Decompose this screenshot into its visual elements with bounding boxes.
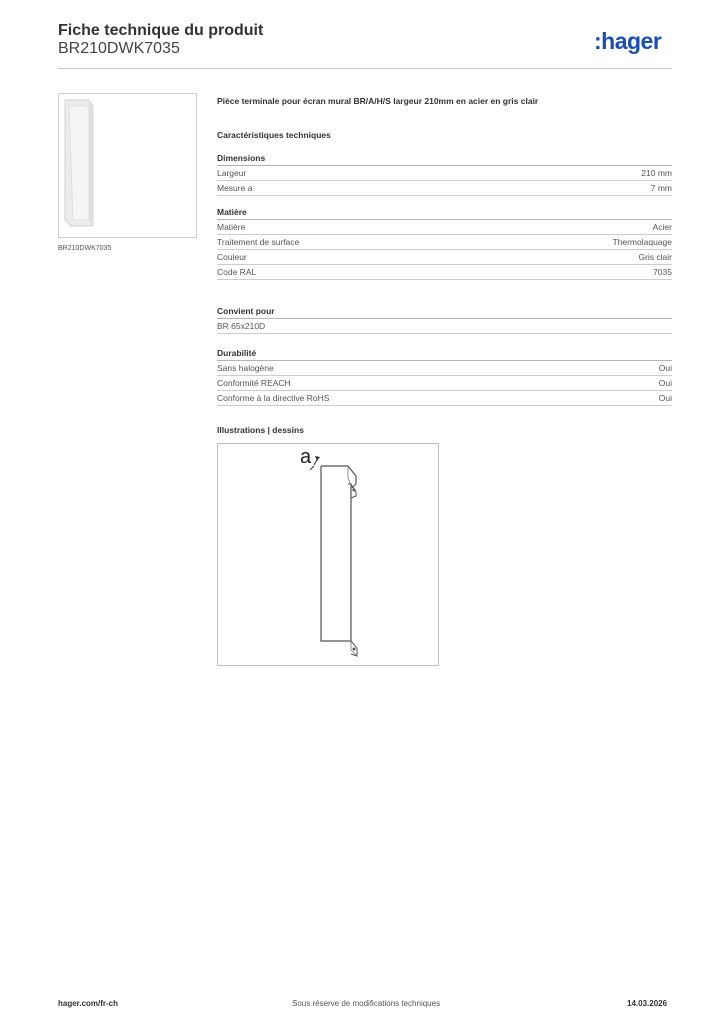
material-section — [217, 205, 672, 280]
product-thumbnail — [58, 93, 197, 238]
thumbnail-caption: BR210DWK7035 — [58, 245, 112, 252]
illustrations-heading: Illustrations | dessins — [217, 425, 304, 435]
section-title: Matière — [217, 205, 672, 220]
document-title: Fiche technique du produit — [58, 22, 264, 39]
footer-disclaimer: Sous réserve de modifications techniques — [292, 999, 441, 1008]
spec-row: Mesure a 7 mm — [217, 181, 672, 196]
dimension-letter: a — [300, 446, 312, 468]
spec-row: Matière Acier — [217, 220, 672, 235]
product-thumbnail-image — [59, 94, 196, 237]
section-title: Dimensions — [217, 151, 672, 166]
product-code: BR210DWK7035 — [58, 40, 180, 57]
spec-row: Largeur 210 mm — [217, 166, 672, 181]
spec-row: BR 65x210D — [217, 319, 672, 334]
durability-section — [217, 346, 672, 406]
technical-drawing — [217, 443, 439, 666]
hager-logo[interactable]: :hager — [594, 28, 662, 54]
section-title: Convient pour — [217, 304, 672, 319]
footer-date: 14.03.2026 — [627, 999, 668, 1008]
specifications — [217, 96, 672, 439]
spec-row: Traitement de surface Thermolaquage — [217, 235, 672, 250]
spec-row: Conformité REACH Oui — [217, 376, 672, 391]
dimensions-section — [217, 151, 672, 196]
spec-row: Couleur Gris clair — [217, 250, 672, 265]
footer-website-link[interactable]: hager.com/fr-ch — [58, 999, 119, 1008]
logo-text: hager — [601, 28, 662, 54]
spec-row: Sans halogène Oui — [217, 361, 672, 376]
spec-row: Conforme à la directive RoHS Oui — [217, 391, 672, 406]
characteristics-heading: Caractéristiques techniques — [217, 130, 331, 140]
suits-section — [217, 304, 672, 334]
section-title: Durabilité — [217, 346, 672, 361]
drawing-svg — [218, 444, 438, 665]
spec-row: Code RAL 7035 — [217, 265, 672, 280]
header-divider — [58, 68, 672, 69]
product-description: Pièce terminale pour écran mural BR/A/H/S largeur 210mm en acier en gris clair — [217, 96, 539, 106]
